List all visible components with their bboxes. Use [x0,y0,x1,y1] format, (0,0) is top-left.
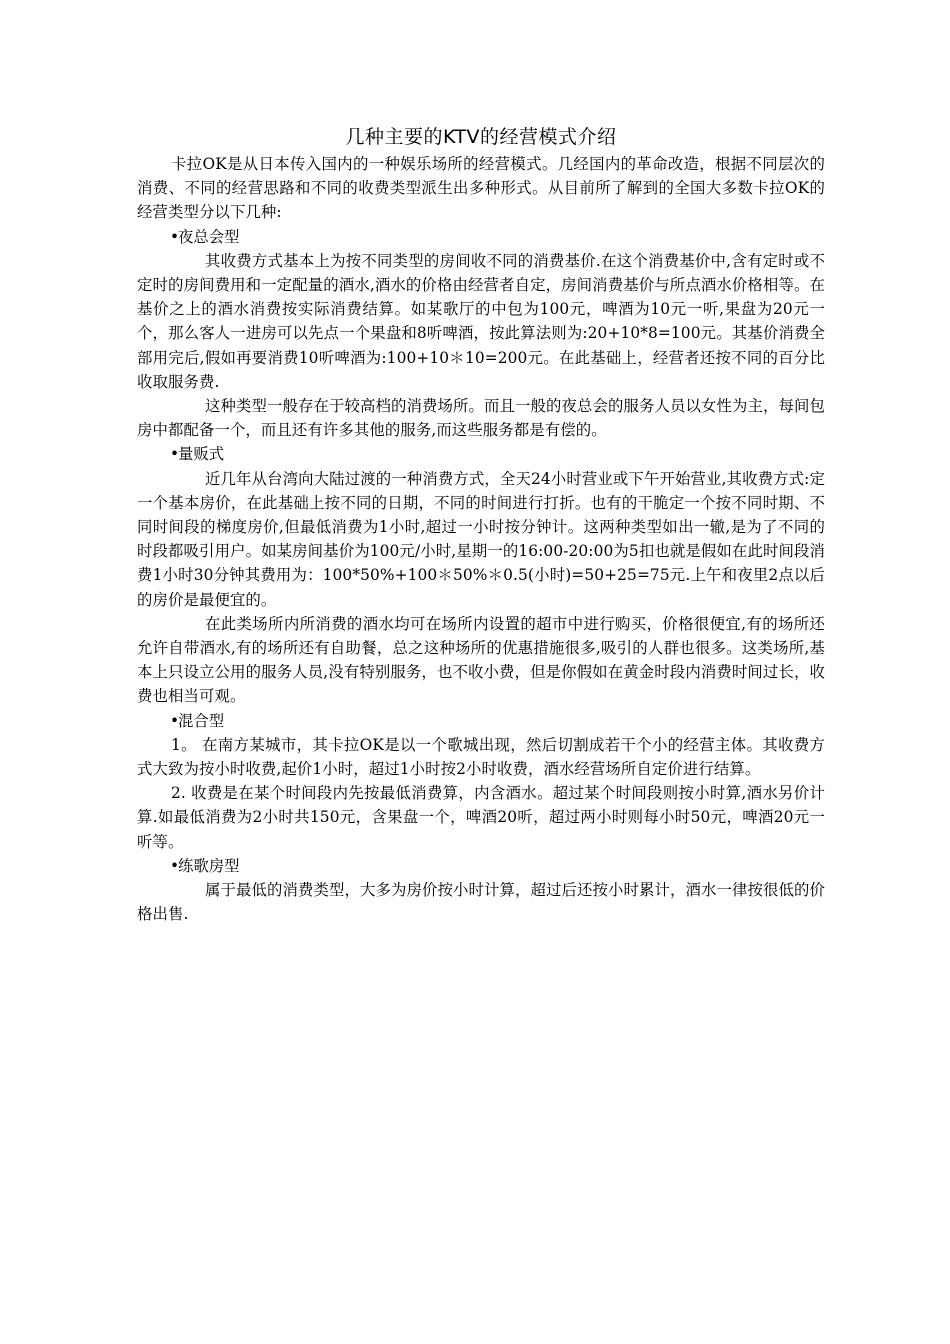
section-heading-label: 混合型 [178,711,225,730]
bullet-icon: • [170,227,180,246]
section-heading-label: 练歌房型 [178,856,240,875]
document-title: 几种主要的KTV的经营模式介绍 [345,126,617,148]
bullet-icon: • [170,445,180,464]
section-heading-nightclub [137,225,825,249]
section-heading-mixed [137,709,825,733]
body-paragraph: 在此类场所内所消费的酒水均可在场所内设置的超市中进行购买，价格很便宜,有的场所还允许自带酒水,有的场所还有自助餐，总之这种场所的优惠措施很多,吸引的人群也很多。这类场所,基本上只设立公用的服务人员,没有特别服务，也不收小费，但是你假如在黄金时段内消费时间过长，收费也相当可观。 [137,614,825,706]
numbered-paragraph: 1。 在南方某城市，其卡拉OK是以一个歌城出现，然后切割成若干个小的经营主体。其收费方式大致为按小时收费,起价1小时，超过1小时按2小时收费，酒水经营场所自定价进行结算。 [137,735,825,779]
body-paragraph: 属于最低的消费类型，大多为房价按小时计算，超过后还按小时累计，酒水一律按很低的价格出售. [137,881,825,924]
section-heading-label: 量贩式 [178,445,225,464]
body-paragraph: 其收费方式基本上为按不同类型的房间收不同的消费基价.在这个消费基价中,含有定时或不定时的房间费用和一定配量的酒水,酒水的价格由经营者自定，房间消费基价与所点酒水价格相等。在基价之上的酒水消费按实际消费结算。如某歌厅的中包为100元，啤酒为10元一听,果盘为20元一个，那么客人一进房可以先点一个果盘和8听啤酒，按此算法则为:20+10*8=100元。其基价消费全部用完后,假如再要消费10听啤酒为:100+10＊10=200元。在此基础上，经营者还按不同的百分比收取服务费. [137,251,825,391]
section-heading-practice [137,854,825,878]
body-paragraph: 这种类型一般存在于较高档的消费场所。而且一般的夜总会的服务人员以女性为主，每间包房中都配备一个，而且还有许多其他的服务,而这些服务都是有偿的。 [137,397,825,440]
body-paragraph: 近几年从台湾向大陆过渡的一种消费方式，全天24小时营业或下午开始营业,其收费方式:定一个基本房价，在此基础上按不同的日期，不同的时间进行打折。也有的干脆定一个按不同时期、不同时间段的梯度房价,但最低消费为1小时,超过一小时按分钟计。这两种类型如出一辙,是为了不同的时段都吸引用户。如某房间基价为100元/小时,星期一的16:00-20:00为5扣也就是假如在此时间段消费1小时30分钟其费用为：100*50%+100＊50%＊0.5(小时)=50+25=75元.上午和夜里2点以后的房价是最便宜的。 [137,469,825,609]
numbered-paragraph: 2. 收费是在某个时间段内先按最低消费算，内含酒水。超过某个时间段则按小时算,酒水另价计算.如最低消费为2小时共150元，含果盘一个，啤酒20听，超过两小时则每小时50元，啤酒20元一听等。 [137,784,825,851]
intro-paragraph: 卡拉OK是从日本传入国内的一种娱乐场所的经营模式。几经国内的革命改造，根据不同层次的消费、不同的经营思路和不同的收费类型派生出多种形式。从目前所了解到的全国大多数卡拉OK的经营类型分以下几种: [137,155,825,222]
document-page [137,122,825,927]
section-heading-label: 夜总会型 [178,227,240,246]
section-heading-volume [137,442,825,466]
bullet-icon: • [170,856,180,875]
bullet-icon: • [170,711,180,730]
